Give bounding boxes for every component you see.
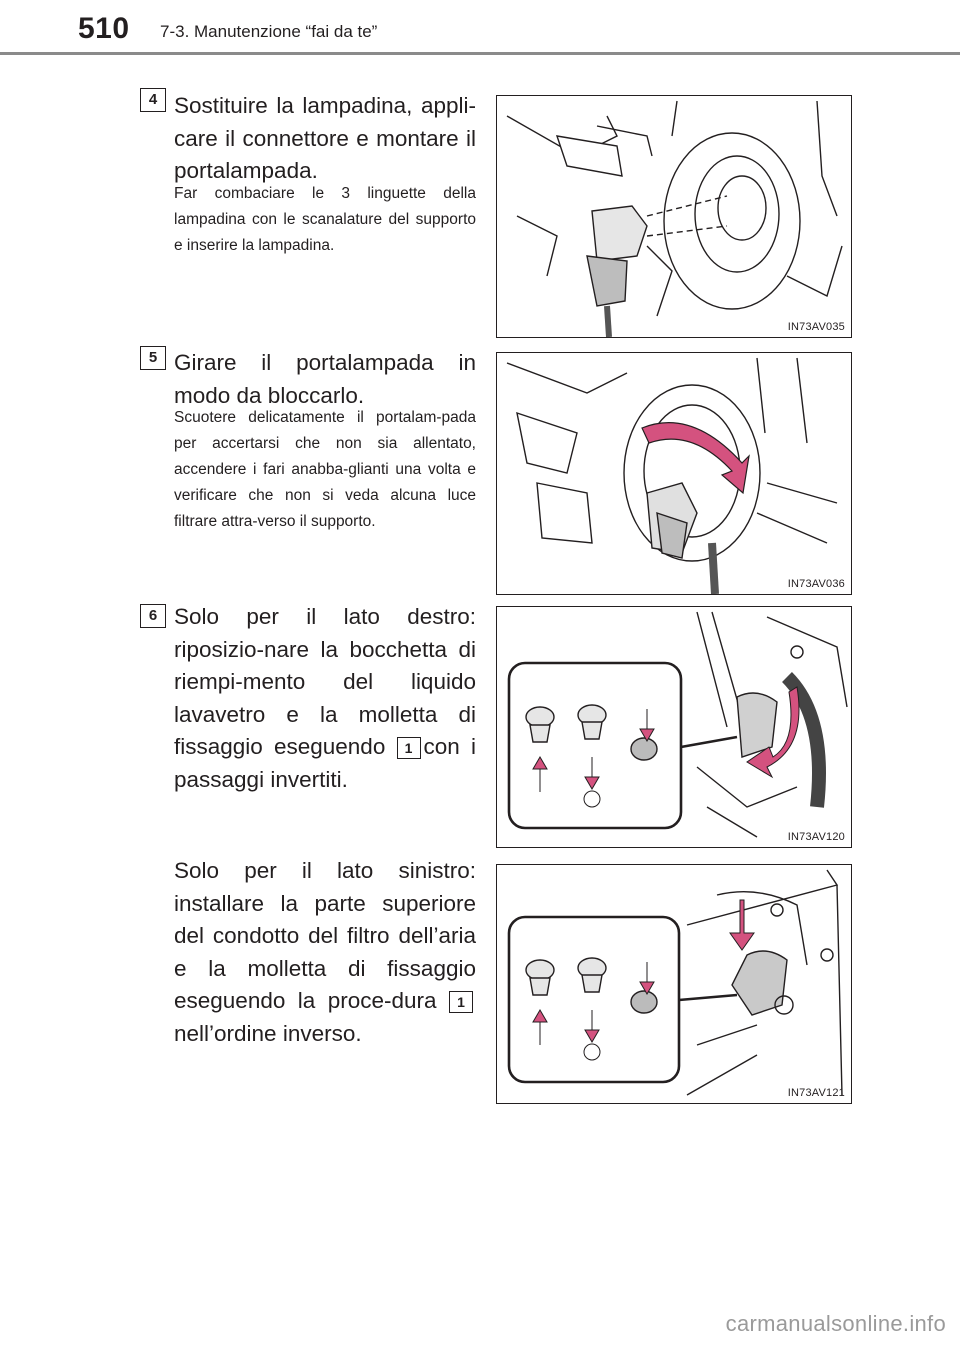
figure-code: IN73AV120 <box>787 831 845 843</box>
step-6-text <box>174 601 476 796</box>
watermark: carmanualsonline.info <box>725 1311 946 1336</box>
step-4-note: Far combaciare le 3 linguette della lampadina con le scanalature del supporto e inserire la lampadina. <box>174 185 476 254</box>
step-badge-6: 6 <box>140 604 166 628</box>
step-5-text: Girare il portalampada in modo da bloccarlo. <box>174 350 476 408</box>
figure-code: IN73AV121 <box>787 1087 845 1099</box>
left-side-text-before: Solo per il lato sinistro: installare la parte superiore del condotto del filtro dell’aria e la molletta di fissaggio eseguendo la proce-dura <box>174 858 476 1013</box>
step-4-text: Sostituire la lampadina, appli-care il connettore e montare il portalampada. <box>174 93 476 183</box>
left-side-text-after: nell’ordine inverso. <box>174 1020 362 1046</box>
ref-badge-1: 1 <box>397 737 421 759</box>
ref-badge-1: 1 <box>449 991 473 1013</box>
step-badge-4: 4 <box>140 88 166 112</box>
bulb-install-illustration <box>497 96 851 337</box>
left-side-text <box>174 855 476 1050</box>
page-number: 510 <box>78 12 130 45</box>
header-rule <box>0 52 960 55</box>
step-6-text-after: con i passaggi invertiti. <box>174 734 476 792</box>
step-badge-5: 5 <box>140 346 166 370</box>
step-6-text-before: Solo per il lato destro: riposizio-nare la bocchetta di riempi-mento del liquido lavavetro e la molletta di fissaggio eseguendo <box>174 604 476 759</box>
step-5-note: Scuotere delicatamente il portalam-pada per accertarsi che non sia allentato, accendere i fari anabba-glianti una volta e verificare che non si veda alcuna luce filtrare attra-verso il supporto. <box>174 409 476 530</box>
figure-code: IN73AV035 <box>787 321 845 333</box>
figure-air-duct <box>496 864 852 1104</box>
figure-code: IN73AV036 <box>787 578 845 590</box>
bulb-lock-illustration <box>497 353 851 594</box>
washer-filler-illustration <box>497 607 851 847</box>
section-title: 7-3. Manutenzione “fai da te” <box>160 22 378 41</box>
figure-bulb-lock <box>496 352 852 595</box>
air-duct-illustration <box>497 865 851 1103</box>
rotate-arrow-icon <box>642 423 749 493</box>
figure-bulb-install <box>496 95 852 338</box>
figure-washer-filler <box>496 606 852 848</box>
